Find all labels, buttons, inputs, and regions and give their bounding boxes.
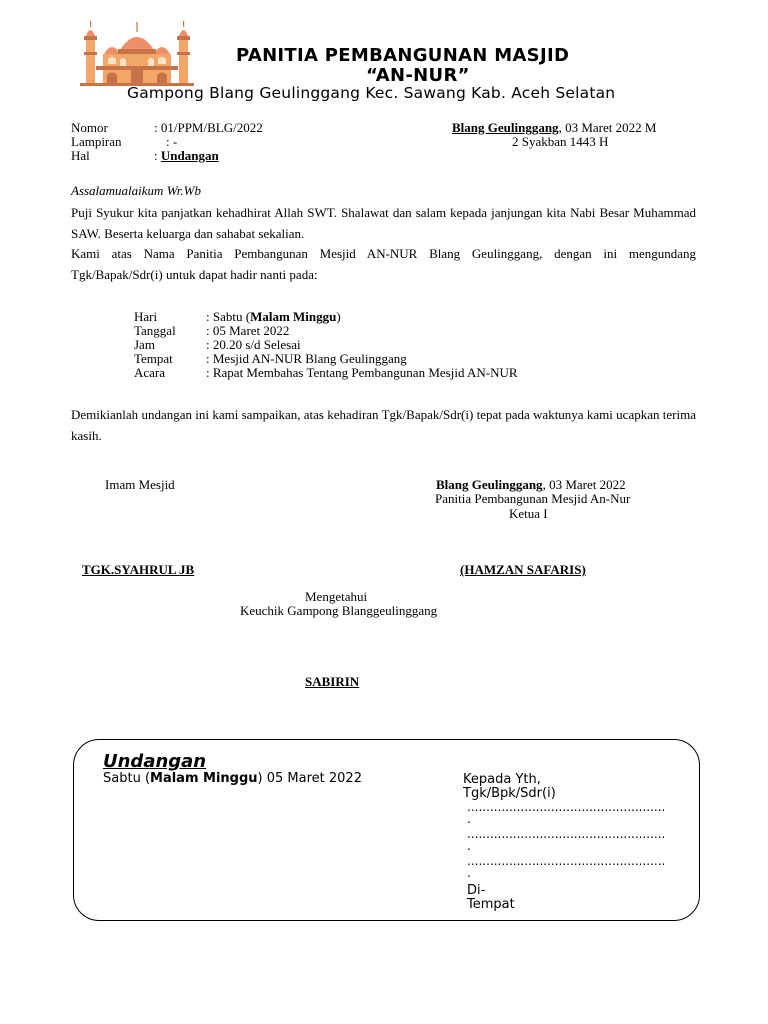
card-di: Di-: [467, 883, 486, 898]
card-day-prefix: Sabtu (: [103, 771, 151, 786]
hari-prefix: : Sabtu (: [206, 309, 251, 324]
card-day-bold: Malam Minggu: [150, 771, 258, 786]
tanggal-label: Tanggal: [134, 323, 176, 338]
nomor-label: Nomor: [71, 120, 108, 135]
paragraph-opening: Puji Syukur kita panjatkan kehadhirat Allah SWT. Shalawat dan salam kepada janjungan kita Nabi Besar Muhammad SAW. Beserta keluarga dan sahabat sekalian.: [71, 205, 696, 241]
card-recipient: Tgk/Bpk/Sdr(i): [463, 786, 556, 801]
mosque-logo: [76, 20, 198, 86]
right-signer-place: Blang Geulinggang: [436, 477, 543, 492]
keuchik-name: SABIRIN: [305, 674, 360, 689]
letter-date-hijri: 2 Syakban 1443 H: [512, 134, 609, 149]
letterhead-title: PANITIA PEMBANGUNAN MASJID: [236, 45, 570, 66]
card-dot-3: .: [467, 866, 471, 880]
tempat-label: Tempat: [134, 351, 173, 366]
letterhead-subtitle: “AN-NUR”: [366, 65, 470, 86]
hal-value: Undangan: [160, 148, 219, 163]
nomor-value: : 01/PPM/BLG/2022: [154, 120, 263, 135]
paragraph-closing: Demikianlah undangan ini kami sampaikan, atas kehadiran Tgk/Bapak/Sdr(i) tepat pada waktunya kami ucapkan terima kasih.: [71, 407, 696, 443]
letter-place: Blang Geulinggang: [452, 120, 559, 135]
invitation-card: [73, 739, 700, 921]
left-signer-name: TGK.SYAHRUL JB: [82, 562, 195, 577]
jam-label: Jam: [134, 337, 155, 352]
jam-value: : 20.20 s/d Selesai: [206, 337, 301, 352]
letter-date-gregorian: , 03 Maret 2022 M: [558, 120, 657, 135]
right-signer-name: (HAMZAN SAFARIS): [460, 562, 586, 577]
card-dot-1: .: [467, 812, 471, 826]
card-heading: Undangan: [103, 751, 207, 772]
hari-suffix: ): [336, 309, 341, 324]
card-dot-2: .: [467, 839, 471, 853]
tempat-value: : Mesjid AN-NUR Blang Geulinggang: [206, 351, 407, 366]
card-dots-2: ....................................................: [467, 827, 666, 841]
hal-label: Hal: [71, 148, 90, 163]
card-kepada: Kepada Yth,: [463, 772, 541, 787]
right-signer-role: Ketua I: [509, 506, 548, 521]
acara-value: : Rapat Membahas Tentang Pembangunan Mesjid AN-NUR: [206, 365, 518, 380]
letterhead-address: Gampong Blang Geulinggang Kec. Sawang Kab. Aceh Selatan: [127, 84, 616, 102]
mengetahui-label: Mengetahui: [305, 589, 368, 604]
keuchik-role: Keuchik Gampong Blanggeulinggang: [240, 603, 438, 618]
paragraph-invitation: Kami atas Nama Panitia Pembangunan Mesjid AN-NUR Blang Geulinggang, dengan ini mengundang Tgk/Bapak/Sdr(i) untuk dapat hadir nanti pada:: [71, 246, 696, 282]
lampiran-label: Lampiran: [71, 134, 122, 149]
hari-bold: Malam Minggu: [250, 309, 337, 324]
left-signer-role: Imam Mesjid: [105, 477, 175, 492]
card-tempat: Tempat: [467, 897, 515, 912]
hari-label: Hari: [134, 309, 158, 324]
card-dots-3: ....................................................: [467, 854, 666, 868]
acara-label: Acara: [134, 365, 166, 380]
hal-field: [154, 148, 219, 164]
tanggal-value: : 05 Maret 2022: [206, 323, 290, 338]
mosque-icon: [76, 20, 198, 86]
lampiran-value: : -: [166, 134, 178, 149]
card-day: [103, 771, 362, 786]
hal-colon: :: [154, 148, 158, 163]
card-dots-1: ....................................................: [467, 800, 666, 814]
card-day-suffix: ) 05 Maret 2022: [257, 771, 362, 786]
greeting: Assalamualaikum Wr.Wb: [71, 183, 201, 198]
right-signer-org: Panitia Pembangunan Mesjid An-Nur: [435, 491, 631, 506]
right-signer-date-text: , 03 Maret 2022: [542, 477, 626, 492]
